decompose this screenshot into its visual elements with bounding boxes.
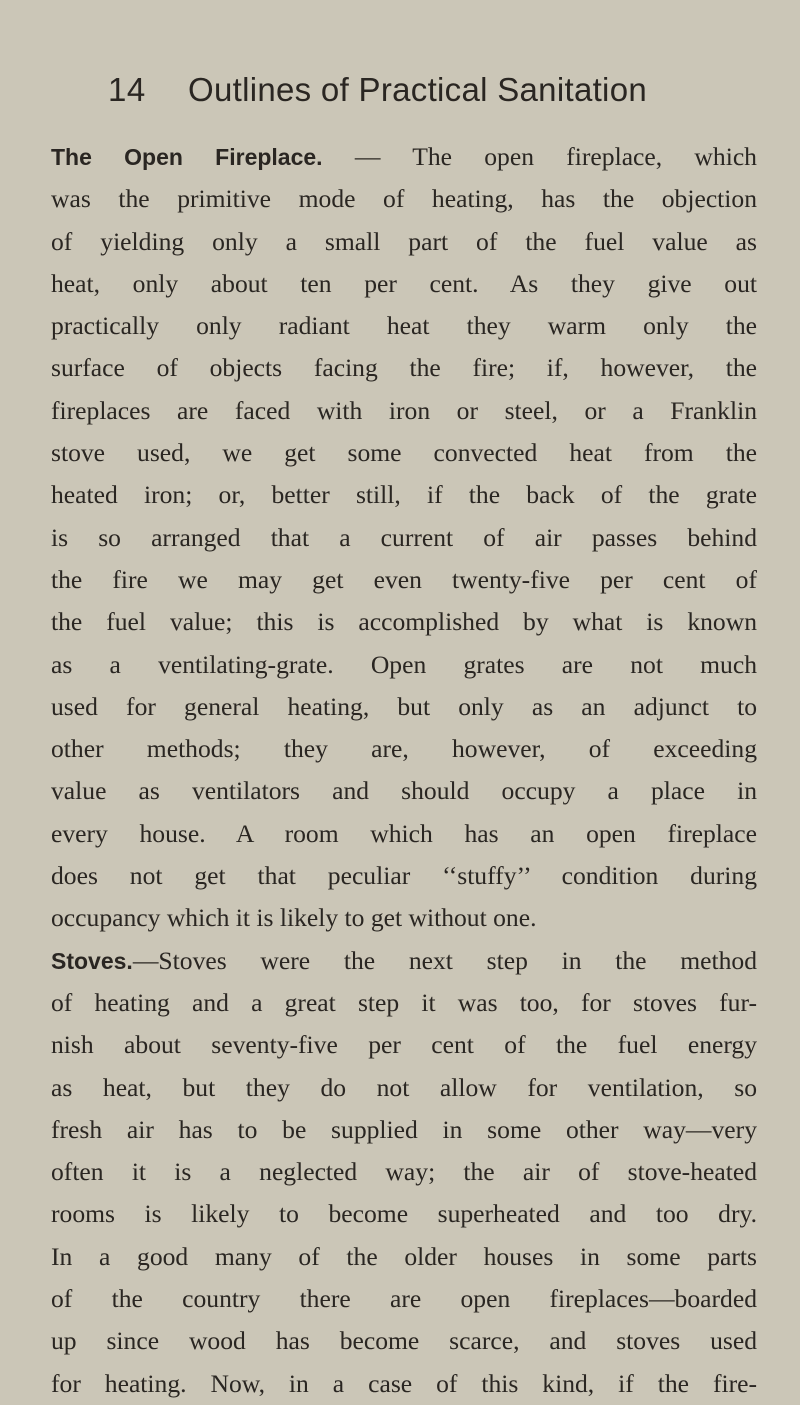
- text-line: for heating. Now, in a case of this kind, if the fire-: [51, 1368, 757, 1398]
- text-line: In a good many of the older houses in some parts: [51, 1241, 757, 1271]
- text-line: heated iron; or, better still, if the back of the grate: [51, 480, 757, 510]
- running-title: Outlines of Practical Sanitation: [188, 71, 647, 108]
- text-line: used for general heating, but only as an adjunct to: [51, 691, 757, 721]
- text-line: other methods; they are, however, of exceeding: [51, 734, 757, 764]
- text-line: value as ventilators and should occupy a place in: [51, 776, 757, 806]
- text-line: The Open Fireplace. — The open fireplace, which: [51, 142, 757, 171]
- page-number: 14: [108, 71, 146, 108]
- text-line: fireplaces are faced with iron or steel, or a Franklin: [51, 395, 757, 425]
- running-head: [108, 68, 748, 118]
- section-heading-open-fireplace: The Open Fireplace.: [51, 144, 323, 170]
- text-line: nish about seventy-five per cent of the fuel energy: [51, 1030, 757, 1060]
- text-line: as heat, but they do not allow for ventilation, so: [51, 1072, 757, 1102]
- text-line: stove used, we get some convected heat from the: [51, 438, 757, 468]
- text-line: of heating and a great step it was too, for stoves fur-: [51, 987, 757, 1017]
- text-line: was the primitive mode of heating, has the objection: [51, 184, 757, 214]
- text-line: practically only radiant heat they warm only the: [51, 311, 757, 341]
- text-line: Stoves.—Stoves were the next step in the method: [51, 945, 757, 975]
- text-line: often it is a neglected way; the air of stove-heated: [51, 1157, 757, 1187]
- text-line: heat, only about ten per cent. As they give out: [51, 268, 757, 298]
- text-line: surface of objects facing the fire; if, however, the: [51, 353, 757, 383]
- text-line: of yielding only a small part of the fuel value as: [51, 226, 757, 256]
- text-line: of the country there are open fireplaces—boarded: [51, 1284, 757, 1314]
- text-line: is so arranged that a current of air passes behind: [51, 522, 757, 552]
- text-line: rooms is likely to become superheated and too dry.: [51, 1199, 757, 1229]
- text-line: up since wood has become scarce, and stoves used: [51, 1326, 757, 1356]
- text-line: as a ventilating-grate. Open grates are not much: [51, 649, 757, 679]
- section-heading-stoves: Stoves.: [51, 947, 133, 974]
- text-line: fresh air has to be supplied in some other way—very: [51, 1114, 757, 1144]
- text-line: occupancy which it is likely to get without one.: [51, 903, 537, 933]
- text-line: the fuel value; this is accomplished by what is known: [51, 607, 757, 637]
- text-line: the fire we may get even twenty-five per cent of: [51, 564, 757, 594]
- body-text: [51, 136, 757, 1405]
- text-line: every house. A room which has an open fireplace: [51, 818, 757, 848]
- text-line: does not get that peculiar ‘‘stuffy’’ condition during: [51, 861, 757, 891]
